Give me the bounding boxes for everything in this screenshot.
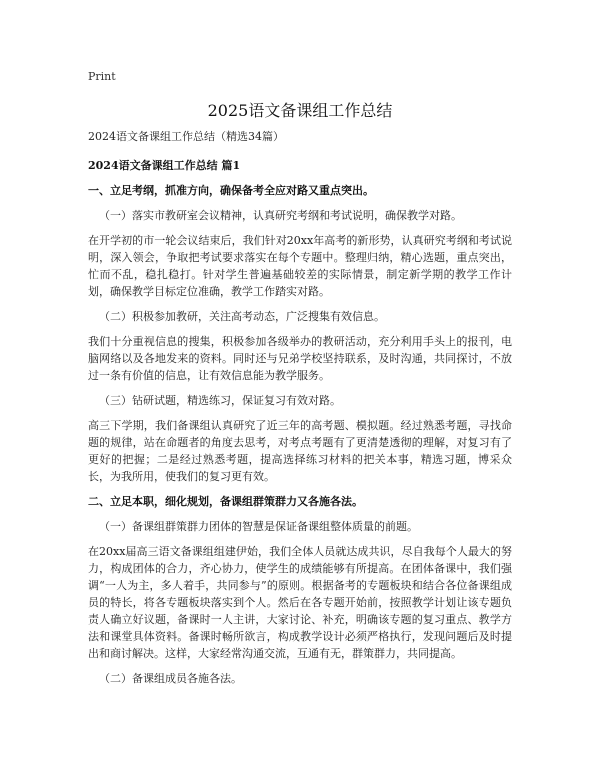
paragraph-1: 在开学初的市一轮会议结束后，我们针对20xx年高考的新形势，认真研究考纲和考试说明，深入领会，争取把考试要求落实在每个专题中。整理归纳，精心选题，重点突出，忙而不乱，稳扎稳打。针对学生普遍基础较差的实际情景，制定新学期的教学工作计划，确保教学目标定位准确，教学工作踏实对路。 xyxy=(88,234,512,298)
list-item-1: （一）落实市教研室会议精神，认真研究考纲和考试说明，确保教学对路。 xyxy=(99,209,462,222)
list-item-2: （二）积极参加教研，关注高考动态，广泛搜集有效信息。 xyxy=(99,310,385,323)
section-heading-2: 二、立足本职，细化规划，备课组群策群力又各施各法。 xyxy=(88,495,363,508)
page-title: 2025语文备课组工作总结 xyxy=(207,101,393,120)
article-heading: 2024语文备课组工作总结 篇1 xyxy=(88,159,241,172)
list-item-5: （二）备课组成员各施各法。 xyxy=(99,672,242,685)
paragraph-3: 高三下学期，我们备课组认真研究了近三年的高考题、模拟题。经过熟悉考题，寻找命题的规律，站在命题者的角度去思考，对考点考题有了更清楚透彻的理解，对复习有了更好的把握；二是经过熟悉考题，提高选择练习材料的把关本事，精选习题，博采众长，为我所用，使我们的复习更有效。 xyxy=(88,419,512,483)
list-item-4: （一）备课组群策群力团体的智慧是保证备课组整体质量的前题。 xyxy=(99,520,418,533)
paragraph-2: 我们十分重视信息的搜集，积极参加各级举办的教研活动，充分利用手头上的报刊，电脑网络以及各地发来的资料。同时还与兄弟学校坚持联系，及时沟通，共同探讨，不放过一条有价值的信息，让有效信息能为教学服务。 xyxy=(88,335,512,382)
section-heading-1: 一、立足考纲，抓准方向，确保备考全应对路又重点突出。 xyxy=(88,184,374,197)
print-label[interactable]: Print xyxy=(88,70,116,83)
document-subtitle: 2024语文备课组工作总结（精选34篇） xyxy=(88,130,284,143)
list-item-3: （三）钻研试题，精选练习，保证复习有效对路。 xyxy=(99,394,341,407)
paragraph-4: 在20xx届高三语文备课组组建伊始，我们全体人员就达成共识，尽自我每个人最大的努力，构成团体的合力，齐心协力，使学生的成绩能够有所提高。在团体备课中，我们强调“一人为主，多人着手，共同参与”的原则。根据备考的专题板块和结合各位备课组成员的特长，将各专题板块落实到个人。然后在各专题开始前，按照教学计划让该专题负责人确立好议题，备课时一人主讲，大家讨论、补充，明确该专题的复习重点、教学方法和课堂具体资料。备课时畅所欲言，构成教学设计必须严格执行，发现问题后及时提出和商讨解决。这样，大家经常沟通交流，互通有无，群策群力，共同提高。 xyxy=(88,545,512,660)
document-body xyxy=(88,128,512,687)
